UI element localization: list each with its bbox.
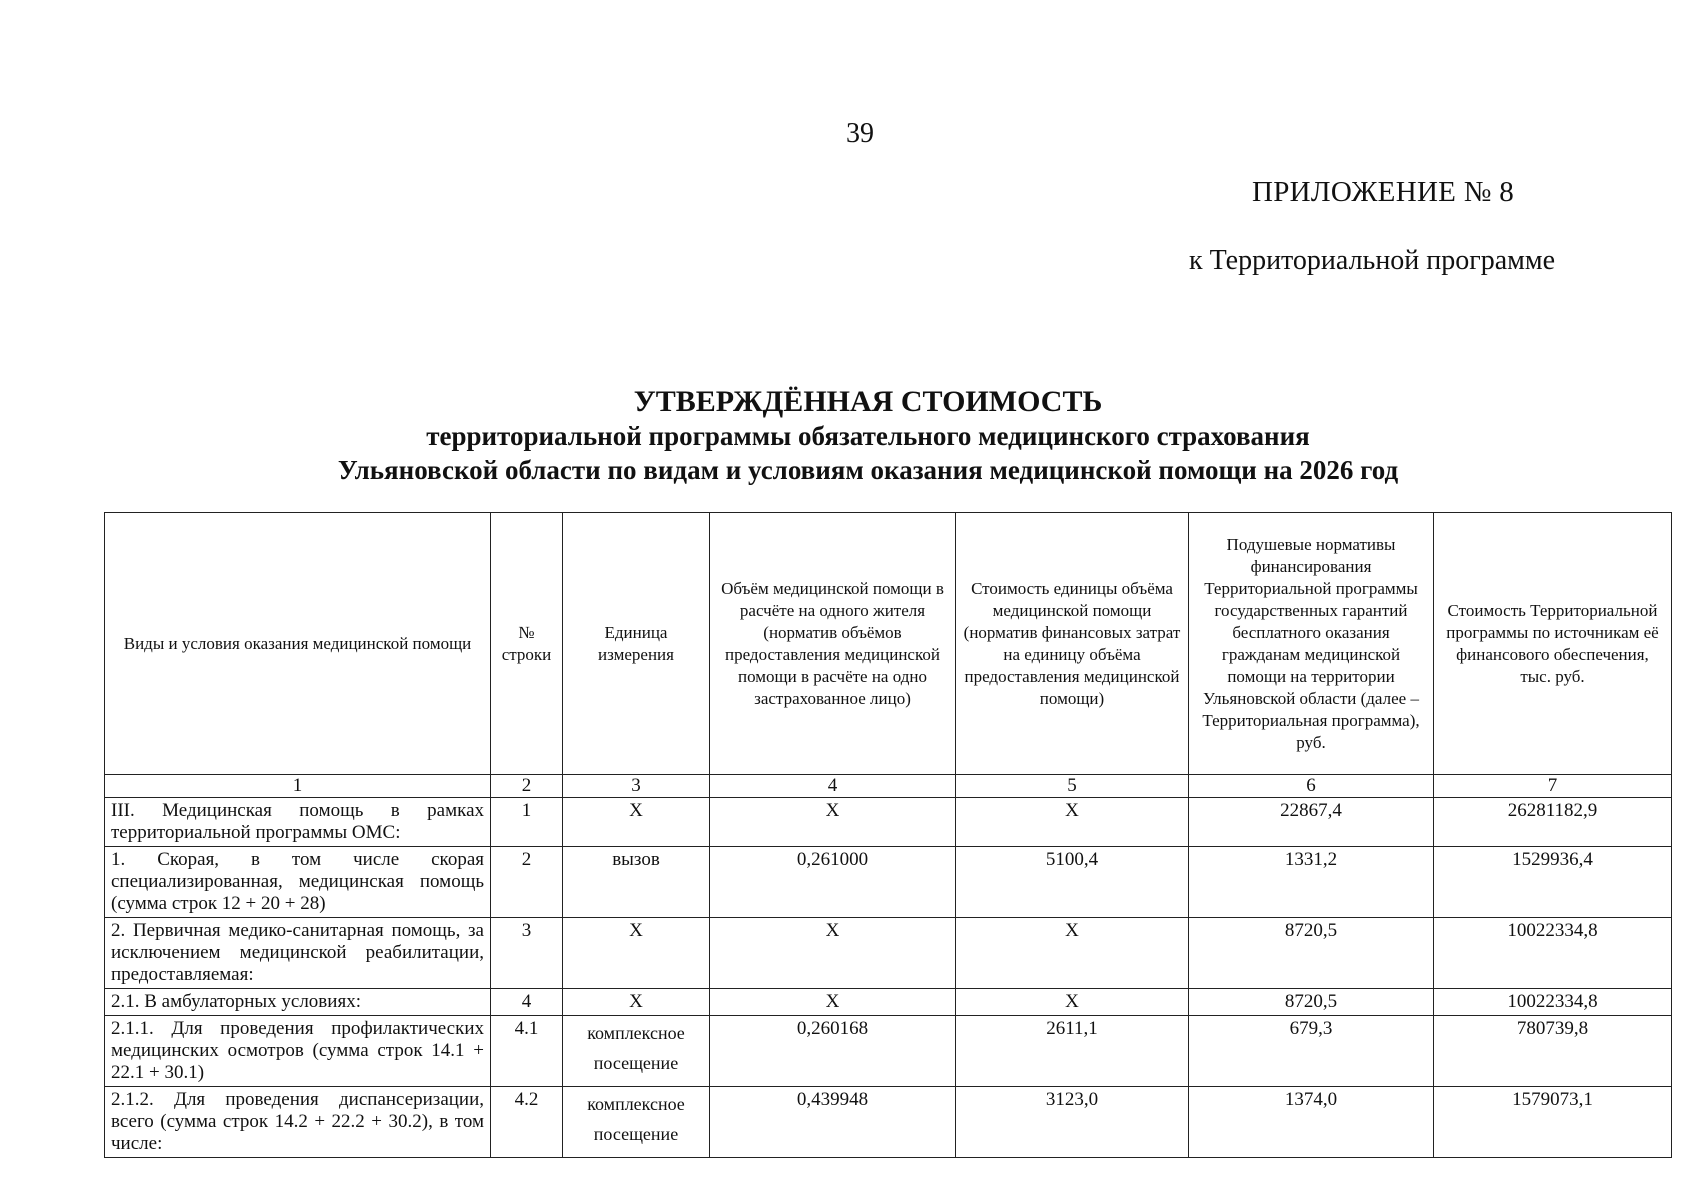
row-name: III. Медицинская помощь в рамках территориальной программы ОМС:: [105, 798, 491, 847]
row-name: 2. Первичная медико-санитарная помощь, за исключением медицинской реабилитации, предоставляемая:: [105, 918, 491, 989]
row-unit-cost: X: [956, 918, 1189, 989]
row-unit-cost: X: [956, 798, 1189, 847]
row-name: 2.1.1. Для проведения профилактических медицинских осмотров (сумма строк 14.1 + 22.1 + 30.1): [105, 1016, 491, 1087]
row-unit-cost: X: [956, 989, 1189, 1016]
row-name: 1. Скорая, в том числе скорая специализированная, медицинская помощь (сумма строк 12 + 20 + 28): [105, 847, 491, 918]
row-total: 1529936,4: [1434, 847, 1672, 918]
row-volume: 0,261000: [710, 847, 956, 918]
column-number: 3: [563, 775, 710, 798]
document-title: [0, 385, 1694, 487]
column-number: 1: [105, 775, 491, 798]
row-number: 4.2: [491, 1087, 563, 1158]
table-row: [105, 989, 1672, 1016]
appendix-title: ПРИЛОЖЕНИЕ № 8: [1252, 176, 1515, 208]
document-title-line3: Ульяновской области по видам и условиям оказания медицинской помощи на 2026 год: [337, 455, 1399, 485]
row-unit: комплексное посещение: [563, 1087, 710, 1158]
row-per-capita: 8720,5: [1189, 989, 1434, 1016]
header-unit-cost: Стоимость единицы объёма медицинской помощи (норматив финансовых затрат на единицу объёма предоставления медицинской помощи): [956, 513, 1189, 775]
row-number: 4.1: [491, 1016, 563, 1087]
table-row: [105, 918, 1672, 989]
row-number: 1: [491, 798, 563, 847]
row-number: 2: [491, 847, 563, 918]
row-total: 10022334,8: [1434, 918, 1672, 989]
document-title-line1: УТВЕРЖДЁННАЯ СТОИМОСТЬ: [633, 385, 1103, 418]
column-number: 2: [491, 775, 563, 798]
header-row-number: № строки: [491, 513, 563, 775]
row-volume: 0,439948: [710, 1087, 956, 1158]
row-volume: 0,260168: [710, 1016, 956, 1087]
cost-table: [104, 512, 1672, 1158]
table-row: [105, 1087, 1672, 1158]
row-total: 26281182,9: [1434, 798, 1672, 847]
table-row: [105, 847, 1672, 918]
document-title-line2: территориальной программы обязательного медицинского страхования: [426, 421, 1310, 451]
row-unit: комплексное посещение: [563, 1016, 710, 1087]
row-unit: X: [563, 798, 710, 847]
row-total: 1579073,1: [1434, 1087, 1672, 1158]
row-per-capita: 679,3: [1189, 1016, 1434, 1087]
column-number: 6: [1189, 775, 1434, 798]
row-name: 2.1. В амбулаторных условиях:: [105, 989, 491, 1016]
header-per-capita: Подушевые нормативы финансирования Территориальной программы государственных гарантий бесплатного оказания гражданам медицинской помощи на территории Ульяновской области (далее – Территориальная программа), руб.: [1189, 513, 1434, 775]
row-unit: вызов: [563, 847, 710, 918]
row-unit: X: [563, 989, 710, 1016]
column-number: 5: [956, 775, 1189, 798]
row-number: 4: [491, 989, 563, 1016]
header-unit: Единица измерения: [563, 513, 710, 775]
row-total: 780739,8: [1434, 1016, 1672, 1087]
row-per-capita: 1331,2: [1189, 847, 1434, 918]
row-unit-cost: 5100,4: [956, 847, 1189, 918]
row-volume: X: [710, 918, 956, 989]
row-name: 2.1.2. Для проведения диспансеризации, всего (сумма строк 14.2 + 22.2 + 30.2), в том числе:: [105, 1087, 491, 1158]
table-row: [105, 798, 1672, 847]
row-per-capita: 22867,4: [1189, 798, 1434, 847]
row-number: 3: [491, 918, 563, 989]
column-number-row: [105, 775, 1672, 798]
header-volume: Объём медицинской помощи в расчёте на одного жителя (норматив объёмов предоставления медицинской помощи в расчёте на одно застрахованное лицо): [710, 513, 956, 775]
row-unit-cost: 3123,0: [956, 1087, 1189, 1158]
row-per-capita: 8720,5: [1189, 918, 1434, 989]
header-total-cost: Стоимость Территориальной программы по источникам её финансового обеспечения, тыс. руб.: [1434, 513, 1672, 775]
row-per-capita: 1374,0: [1189, 1087, 1434, 1158]
column-number: 7: [1434, 775, 1672, 798]
row-volume: X: [710, 989, 956, 1016]
row-total: 10022334,8: [1434, 989, 1672, 1016]
row-unit: X: [563, 918, 710, 989]
column-number: 4: [710, 775, 956, 798]
table-row: [105, 1016, 1672, 1087]
row-unit-cost: 2611,1: [956, 1016, 1189, 1087]
page-number: 39: [846, 118, 874, 149]
row-volume: X: [710, 798, 956, 847]
appendix-subtitle: к Территориальной программе: [1189, 245, 1556, 276]
header-kinds-and-conditions: Виды и условия оказания медицинской помощи: [105, 513, 491, 775]
table-header-row: [105, 513, 1672, 775]
